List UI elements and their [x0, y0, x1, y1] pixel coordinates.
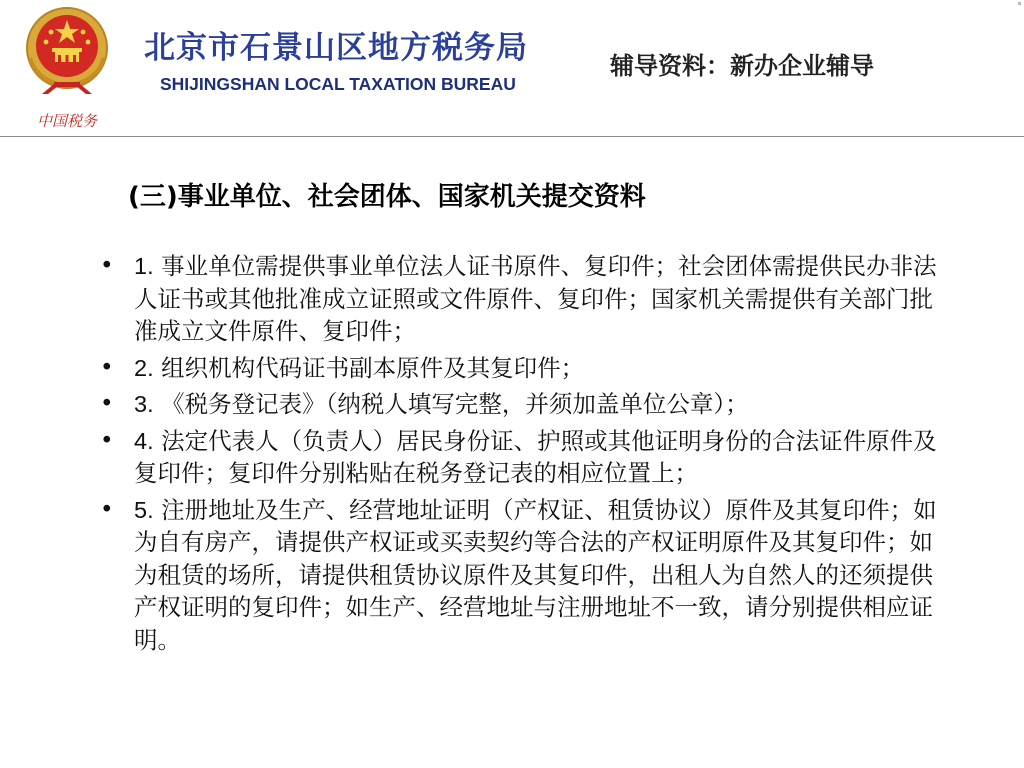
item-text: 《税务登记表》（纳税人填写完整，并须加盖单位公章）； [161, 390, 749, 418]
list-item [96, 388, 952, 421]
item-number: 5. [134, 496, 154, 523]
bureau-name-en: SHIJINGSHAN LOCAL TAXATION BUREAU [160, 74, 516, 94]
item-number: 2. [134, 354, 154, 381]
item-number: 3. [134, 391, 154, 417]
bureau-name-cn: 北京市石景山区地方税务局 [144, 30, 528, 66]
bullet-icon: • [100, 354, 114, 381]
slide-title: (三)事业单位、社会团体、国家机关提交资料 [128, 182, 646, 212]
bullet-icon: • [100, 496, 114, 523]
requirements-list [96, 250, 952, 660]
bullet-icon: • [100, 253, 114, 279]
list-item [96, 494, 952, 657]
item-number: 1. [134, 253, 154, 279]
corner-marker [1018, 2, 1021, 5]
national-emblem-icon [14, 4, 120, 136]
list-item [96, 250, 952, 348]
bullet-icon: • [100, 391, 114, 417]
emblem-caption: 中国税务 [36, 112, 98, 130]
bullet-icon: • [100, 427, 114, 454]
item-number: 4. [134, 427, 154, 454]
item-text: 法定代表人（负责人）居民身份证、护照或其他证明身份的合法证件原件及复印件；复印件分别粘贴在税务登记表的相应位置上； [134, 426, 937, 487]
item-text: 组织机构代码证书副本原件及其复印件； [161, 353, 585, 382]
list-item [96, 352, 952, 385]
list-item [96, 425, 952, 490]
slide-header [0, 0, 1024, 138]
item-text: 事业单位需提供事业单位法人证书原件、复印件；社会团体需提供民办非法人证书或其他批准成立证照或文件原件、复印件；国家机关需提供有关部门批准成立文件原件、复印件； [134, 252, 937, 345]
header-divider [0, 136, 1024, 137]
item-text: 注册地址及生产、经营地址证明（产权证、租赁协议）原件及其复印件；如为自有房产，请提供产权证或买卖契约等合法的产权证明原件及其复印件；如为租赁的场所，请提供租赁协议原件及其复印件，出租人为自然人的还须提供产权证明的复印件；如生产、经营地址与注册地址不一致，请分别提供相应证明。 [134, 495, 937, 654]
section-label: 辅导资料：新办企业辅导 [610, 52, 874, 80]
